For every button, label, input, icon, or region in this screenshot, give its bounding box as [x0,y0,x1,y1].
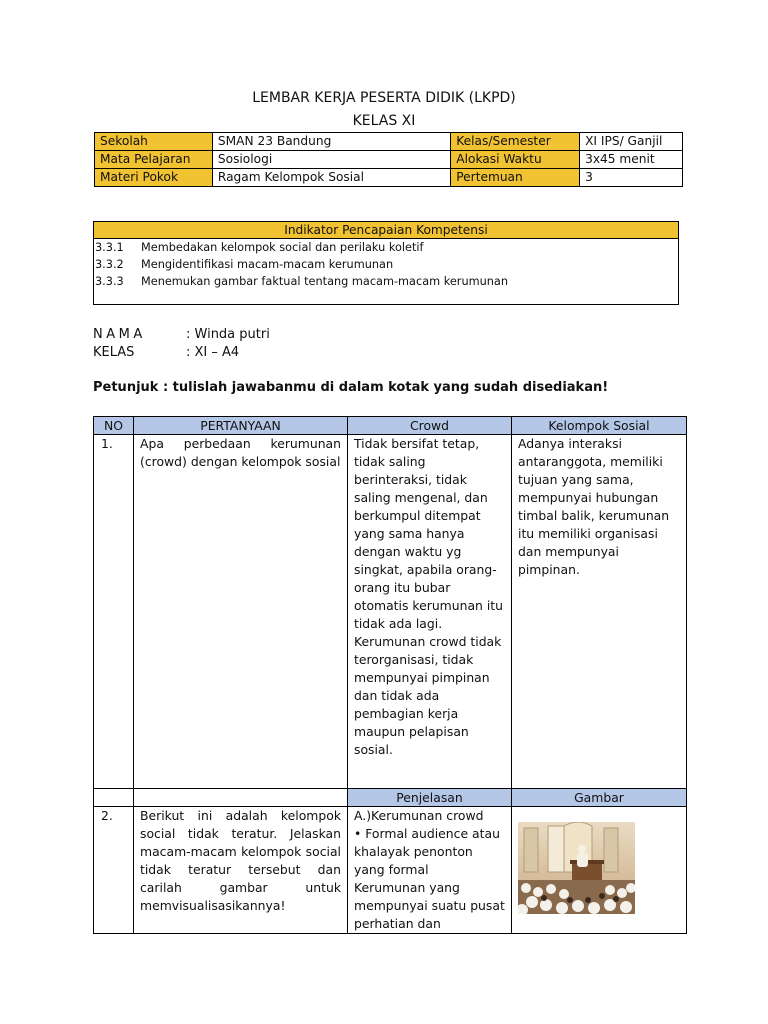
column-header-question: PERTANYAAN [134,417,348,435]
column-header-explanation: Penjelasan [348,789,512,807]
indicator-code: 3.3.1 [95,241,124,254]
indicator-code: 3.3.2 [95,258,124,271]
info-value: 3 [580,169,683,187]
student-name-row [93,327,270,342]
info-value: Ragam Kelompok Sosial [212,169,450,187]
explanation-line: A.)Kerumunan crowd [354,808,484,823]
explanation-line: • Formal audience atau khalayak penonton yang formal [354,826,500,877]
indicator-item [94,256,678,273]
column-header-crowd: Crowd [348,417,512,435]
name-value: : Winda putri [186,327,270,342]
explanation-cell [348,807,512,934]
column-header-social-group: Kelompok Sosial [512,417,687,435]
info-row [95,151,683,169]
student-class-row [93,345,239,360]
empty-cell [134,789,348,807]
info-value: XI IPS/ Ganjil [580,133,683,151]
info-label: Alokasi Waktu [451,151,580,169]
table-row [94,435,687,789]
info-row [95,133,683,151]
row-number: 2. [94,807,134,934]
social-group-answer-cell: Adanya interaksi antaranggota, memiliki tujuan yang sama, mempunyai hubungan timbal balik, kerumunan itu memiliki organisasi dan mempunyai pimpinan. [512,435,687,789]
instruction-text: Petunjuk : tulislah jawabanmu di dalam kotak yang sudah disediakan! [93,380,609,395]
info-value: SMAN 23 Bandung [212,133,450,151]
school-info-table [94,132,683,187]
info-label: Sekolah [95,133,213,151]
table-row [94,807,687,934]
row-number: 1. [94,435,134,789]
table-subheader-row [94,789,687,807]
indicators-heading: Indikator Pencapaian Kompetensi [94,222,678,239]
class-label: KELAS [93,345,135,360]
class-value: : XI – A4 [186,345,240,360]
info-row [95,169,683,187]
indicator-text: Menemukan gambar faktual tentang macam-macam kerumunan [141,275,509,288]
indicator-code: 3.3.3 [95,275,124,288]
empty-cell [94,789,134,807]
indicator-text: Mengidentifikasi macam-macam kerumunan [141,258,394,271]
info-label: Kelas/Semester [451,133,580,151]
name-label: NAMA [93,327,146,342]
indicator-item [94,273,678,290]
document-title: LEMBAR KERJA PESERTA DIDIK (LKPD) [252,90,516,106]
explanation-line: Kerumunan yang mempunyai suatu pusat perhatian dan [354,880,505,931]
info-label: Pertemuan [451,169,580,187]
document-subtitle: KELAS XI [352,113,416,129]
indicator-text: Membedakan kelompok social dan perilaku koletif [141,241,424,254]
competency-indicators-box [93,221,679,305]
info-label: Mata Pelajaran [95,151,213,169]
crowd-answer-cell: Tidak bersifat tetap, tidak saling berinteraksi, tidak saling mengenal, dan berkumpul ditempat yang sama hanya dengan waktu yg singkat, apabila orang-orang itu bubar otomatis kerumunan itu tidak ada lagi. Kerumunan crowd tidak terorganisasi, tidak mempunyai pimpinan dan tidak ada pembagian kerja maupun pelapisan sosial. [348,435,512,789]
worksheet-table [93,416,687,934]
column-header-picture: Gambar [512,789,687,807]
table-header-row [94,417,687,435]
info-value: Sosiologi [212,151,450,169]
column-header-no: NO [94,417,134,435]
question-cell: Apa perbedaan kerumunan (crowd) dengan kelompok sosial [134,435,348,789]
question-cell: Berikut ini adalah kelompok social tidak teratur. Jelaskan macam-macam kelompok social tidak teratur tersebut dan carilah gambar untuk memvisualisasikannya! [134,807,348,934]
picture-cell [512,807,687,934]
indicator-item [94,239,678,256]
info-value: 3x45 menit [580,151,683,169]
info-label: Materi Pokok [95,169,213,187]
crowd-photo [518,822,635,914]
